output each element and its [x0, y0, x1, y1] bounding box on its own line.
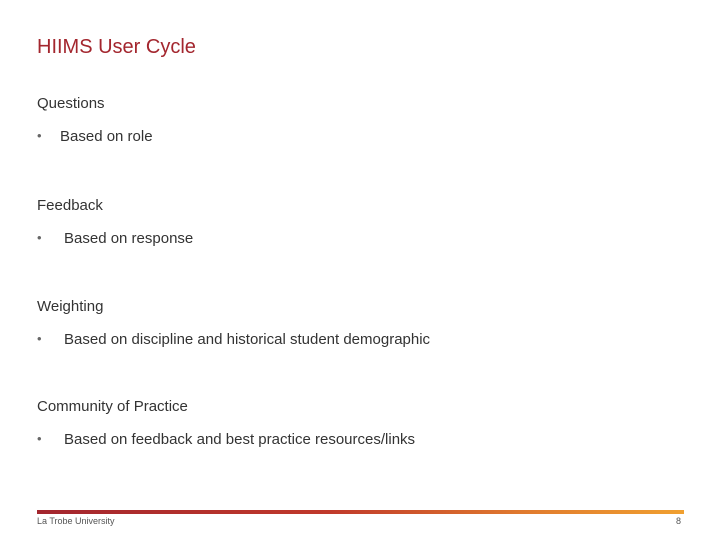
- section-heading: Weighting: [37, 298, 104, 315]
- bullet-icon: •: [37, 230, 42, 245]
- bullet-text: Based on response: [64, 230, 194, 247]
- section-community-of-practice: [37, 398, 416, 448]
- slide-title: HIIMS User Cycle: [37, 36, 196, 58]
- bullet-icon: •: [37, 128, 42, 143]
- footer-gradient-bar: [37, 510, 684, 514]
- bullet-icon: •: [37, 431, 42, 446]
- section-heading: Community of Practice: [37, 398, 188, 415]
- footer-organization: La Trobe University: [37, 516, 115, 526]
- section-feedback: [37, 197, 194, 247]
- section-weighting: [37, 298, 431, 348]
- bullet-text: Based on role: [60, 128, 153, 145]
- page-number: 8: [676, 516, 682, 526]
- bullet-text: Based on feedback and best practice resources/links: [64, 431, 416, 448]
- section-heading: Questions: [37, 95, 105, 112]
- section-questions: [37, 95, 153, 145]
- section-heading: Feedback: [37, 197, 103, 214]
- bullet-icon: •: [37, 331, 42, 346]
- bullet-text: Based on discipline and historical student demographic: [64, 331, 431, 348]
